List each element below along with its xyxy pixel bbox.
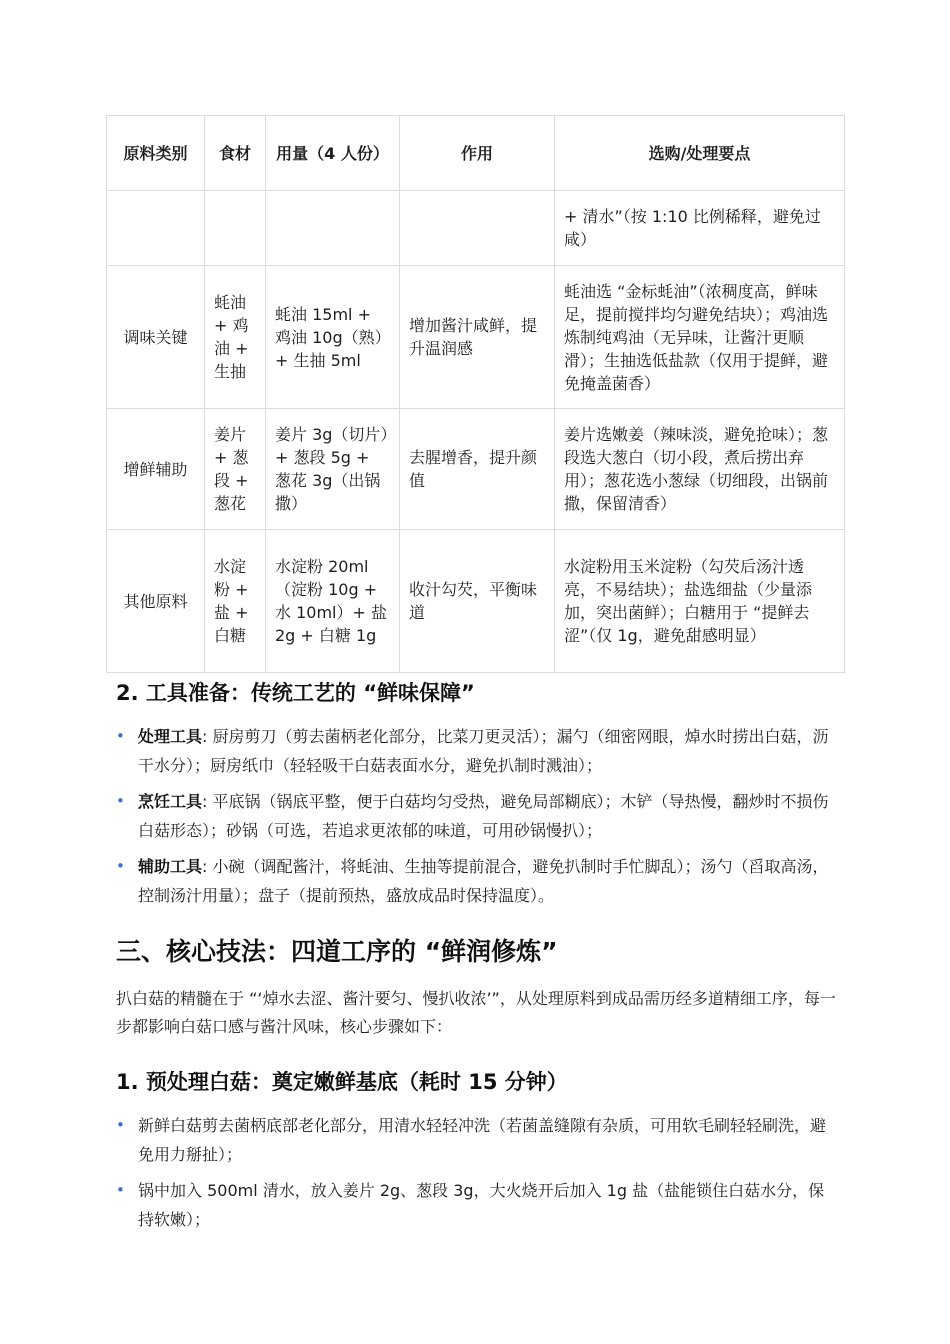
table-row [107,530,845,673]
cell-category [107,191,205,266]
core-heading: 三、核心技法：四道工序的 “鲜润修炼” [116,937,558,966]
list-item [116,722,836,780]
tools-heading: 2. 工具准备：传统工艺的 “鲜味保障” [116,681,475,705]
list-item [116,852,836,910]
cell-amount: 水淀粉 20ml（淀粉 10g + 水 10ml）+ 盐 2g + 白糖 1g [266,530,400,673]
bullet-dot-icon: • [116,857,125,875]
list-item [116,787,836,845]
item-text: : 厨房剪刀（剪去菌柄老化部分，比菜刀更灵活）；漏勺（细密网眼，焯水时捞出白菇，沥干水分）；厨房纸巾（轻轻吸干白菇表面水分，避免扒制时溅油）； [138,727,829,775]
cell-amount: 蚝油 15ml + 鸡油 10g（熟）+ 生抽 5ml [266,266,400,409]
cell-ingredient: 蚝油 + 鸡油 + 生抽 [205,266,266,409]
header-amount: 用量（4 人份） [266,116,400,191]
tools-list [116,722,836,917]
table-row [107,266,845,409]
header-tips: 选购/处理要点 [555,116,845,191]
cell-purpose: 增加酱汁咸鲜，提升温润感 [400,266,555,409]
bullet-dot-icon: • [116,1181,125,1199]
cell-category: 调味关键 [107,266,205,409]
cell-purpose [400,191,555,266]
table-row [107,409,845,530]
ingredients-table [106,115,845,673]
item-text: 新鲜白菇剪去菌柄底部老化部分，用清水轻轻冲洗（若菌盖缝隙有杂质，可用软毛刷轻轻刷洗，避免用力掰扯）； [138,1116,827,1164]
step1-list [116,1111,836,1241]
item-label: 处理工具 [138,727,203,746]
header-ingredient: 食材 [205,116,266,191]
cell-tips: 姜片选嫩姜（辣味淡，避免抢味）；葱段选大葱白（切小段，煮后捞出弃用）；葱花选小葱绿（切细段，出锅前撒，保留清香） [555,409,845,530]
cell-tips: 水淀粉用玉米淀粉（勾芡后汤汁透亮，不易结块）；盐选细盐（少量添加，突出菌鲜）；白糖用于 “提鲜去涩”（仅 1g，避免甜感明显） [555,530,845,673]
cell-amount [266,191,400,266]
cell-category: 其他原料 [107,530,205,673]
bullet-dot-icon: • [116,792,125,810]
list-item [116,1176,836,1234]
item-text: 锅中加入 500ml 清水，放入姜片 2g、葱段 3g，大火烧开后加入 1g 盐（盐能锁住白菇水分，保持软嫩）； [138,1181,825,1229]
bullet-dot-icon: • [116,727,125,745]
header-purpose: 作用 [400,116,555,191]
table-header-row [107,116,845,191]
cell-amount: 姜片 3g（切片）+ 葱段 5g + 葱花 3g（出锅撒） [266,409,400,530]
header-category: 原料类别 [107,116,205,191]
cell-tips: + 清水”（按 1:10 比例稀释，避免过咸） [555,191,845,266]
cell-purpose: 收汁勾芡，平衡味道 [400,530,555,673]
cell-purpose: 去腥增香，提升颜值 [400,409,555,530]
core-intro: 扒白菇的精髓在于 “‘焯水去涩、酱汁要匀、慢扒收浓’”，从处理原料到成品需历经多道精细工序，每一步都影响白菇口感与酱汁风味，核心步骤如下： [116,989,836,1036]
step1-heading: 1. 预处理白菇：奠定嫩鲜基底（耗时 15 分钟） [116,1070,568,1094]
cell-category: 增鲜辅助 [107,409,205,530]
cell-ingredient [205,191,266,266]
cell-ingredient: 姜片 + 葱段 + 葱花 [205,409,266,530]
item-text: : 平底锅（锅底平整，便于白菇均匀受热，避免局部糊底）；木铲（导热慢，翻炒时不损伤白菇形态）；砂锅（可选，若追求更浓郁的味道，可用砂锅慢扒）； [138,792,829,840]
bullet-dot-icon: • [116,1116,125,1134]
item-label: 辅助工具 [138,857,203,876]
cell-tips: 蚝油选 “金标蚝油”（浓稠度高，鲜味足，提前搅拌均匀避免结块）；鸡油选炼制纯鸡油（无异味，让酱汁更顺滑）；生抽选低盐款（仅用于提鲜，避免掩盖菌香） [555,266,845,409]
item-text: : 小碗（调配酱汁，将蚝油、生抽等提前混合，避免扒制时手忙脚乱）；汤勺（舀取高汤，控制汤汁用量）；盘子（提前预热，盛放成品时保持温度）。 [138,857,829,905]
table-row [107,191,845,266]
item-label: 烹饪工具 [138,792,203,811]
cell-ingredient: 水淀粉 + 盐 + 白糖 [205,530,266,673]
list-item [116,1111,836,1169]
